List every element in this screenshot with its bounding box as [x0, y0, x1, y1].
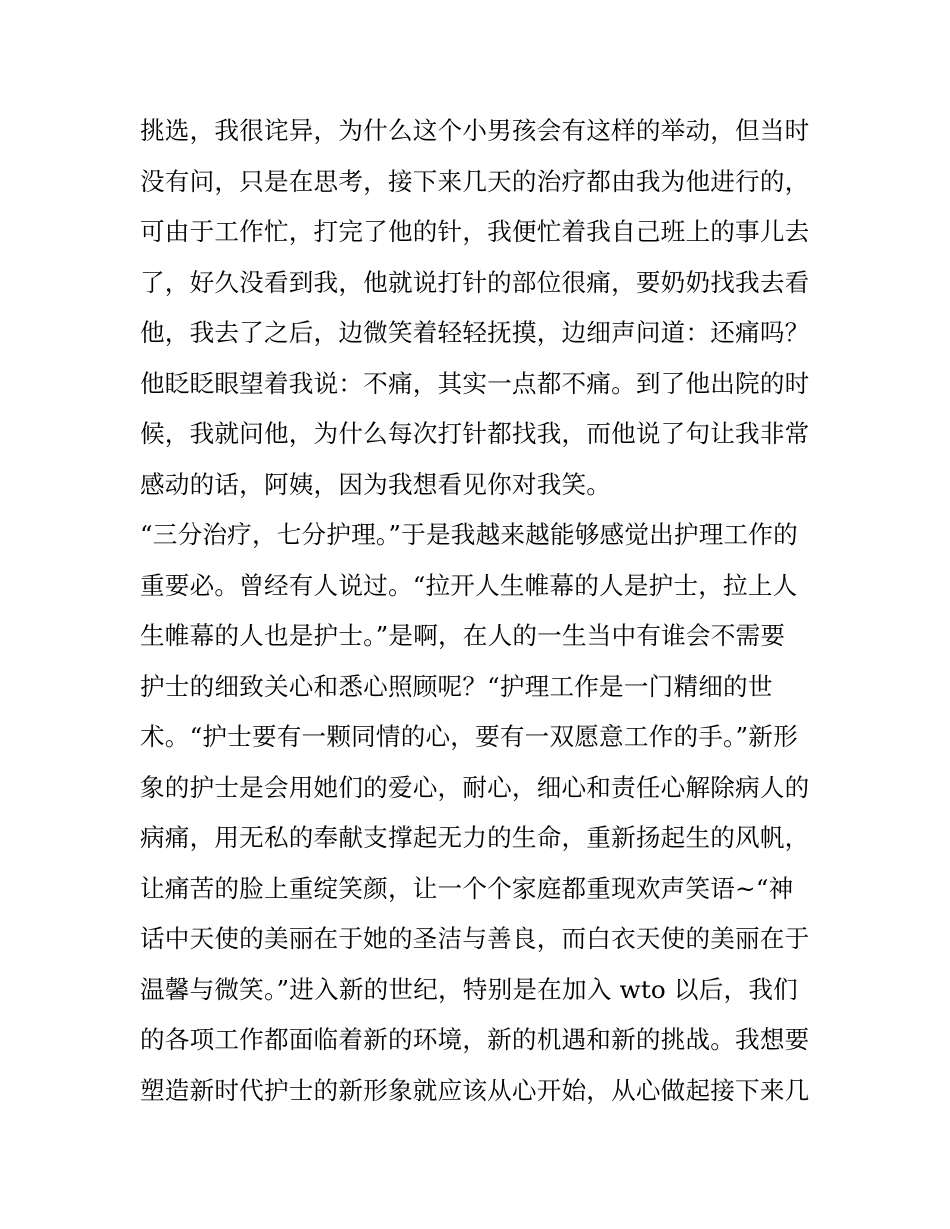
text-line: 他，我去了之后，边微笑着轻轻抚摸，边细声问道：还痛吗？ [140, 318, 810, 347]
text-line: 挑选，我很诧异，为什么这个小男孩会有这样的举动，但当时 [140, 116, 810, 145]
text-line: 生帷幕的人也是护士。”是啊，在人的一生当中有谁会不需要 [140, 621, 786, 650]
text-line: “三分治疗，七分护理。”于是我越来越能够感觉出护理工作的 [140, 520, 798, 549]
text-line: 他眨眨眼望着我说：不痛，其实一点都不痛。到了他出院的时 [140, 368, 810, 398]
text-line: 温馨与微笑。”进入新的世纪，特别是在加入 wto 以后，我们 [140, 974, 798, 1004]
text-line: 术。“护士要有一颗同情的心，要有一双愿意工作的手。”新形 [140, 722, 798, 751]
text-line: 病痛，用无私的奉献支撑起无力的生命，重新扬起生的风帆， [140, 823, 810, 852]
text-line: 塑造新时代护士的新形象就应该从心开始，从心做起接下来几 [140, 1075, 810, 1105]
text-line: 候，我就问他，为什么每次打针都找我，而他说了句让我非常 [140, 419, 810, 448]
text-line: 让痛苦的脸上重绽笑颜，让一个个家庭都重现欢声笑语~“神 [140, 873, 794, 903]
text-line: 感动的话，阿姨，因为我想看见你对我笑。 [140, 469, 612, 499]
text-line: 话中天使的美丽在于她的圣洁与善良，而白衣天使的美丽在于 [140, 924, 810, 953]
text-line: 象的护士是会用她们的爱心，耐心，细心和责任心解除病人的 [140, 772, 810, 802]
body-text [140, 106, 820, 1116]
text-line: 的各项工作都面临着新的环境，新的机遇和新的挑战。我想要 [140, 1025, 810, 1054]
text-line: 没有问，只是在思考，接下来几天的治疗都由我为他进行的， [140, 166, 810, 196]
text-line: 可由于工作忙，打完了他的针，我便忙着我自己班上的事儿去 [140, 217, 810, 246]
text-line: 护士的细致关心和悉心照顾呢？“护理工作是一门精细的世 [140, 671, 773, 701]
text-line: 重要必。曾经有人说过。“拉开人生帷幕的人是护士，拉上人 [140, 570, 798, 600]
text-line: 了，好久没看到我，他就说打针的部位很痛，要奶奶找我去看 [140, 267, 810, 297]
